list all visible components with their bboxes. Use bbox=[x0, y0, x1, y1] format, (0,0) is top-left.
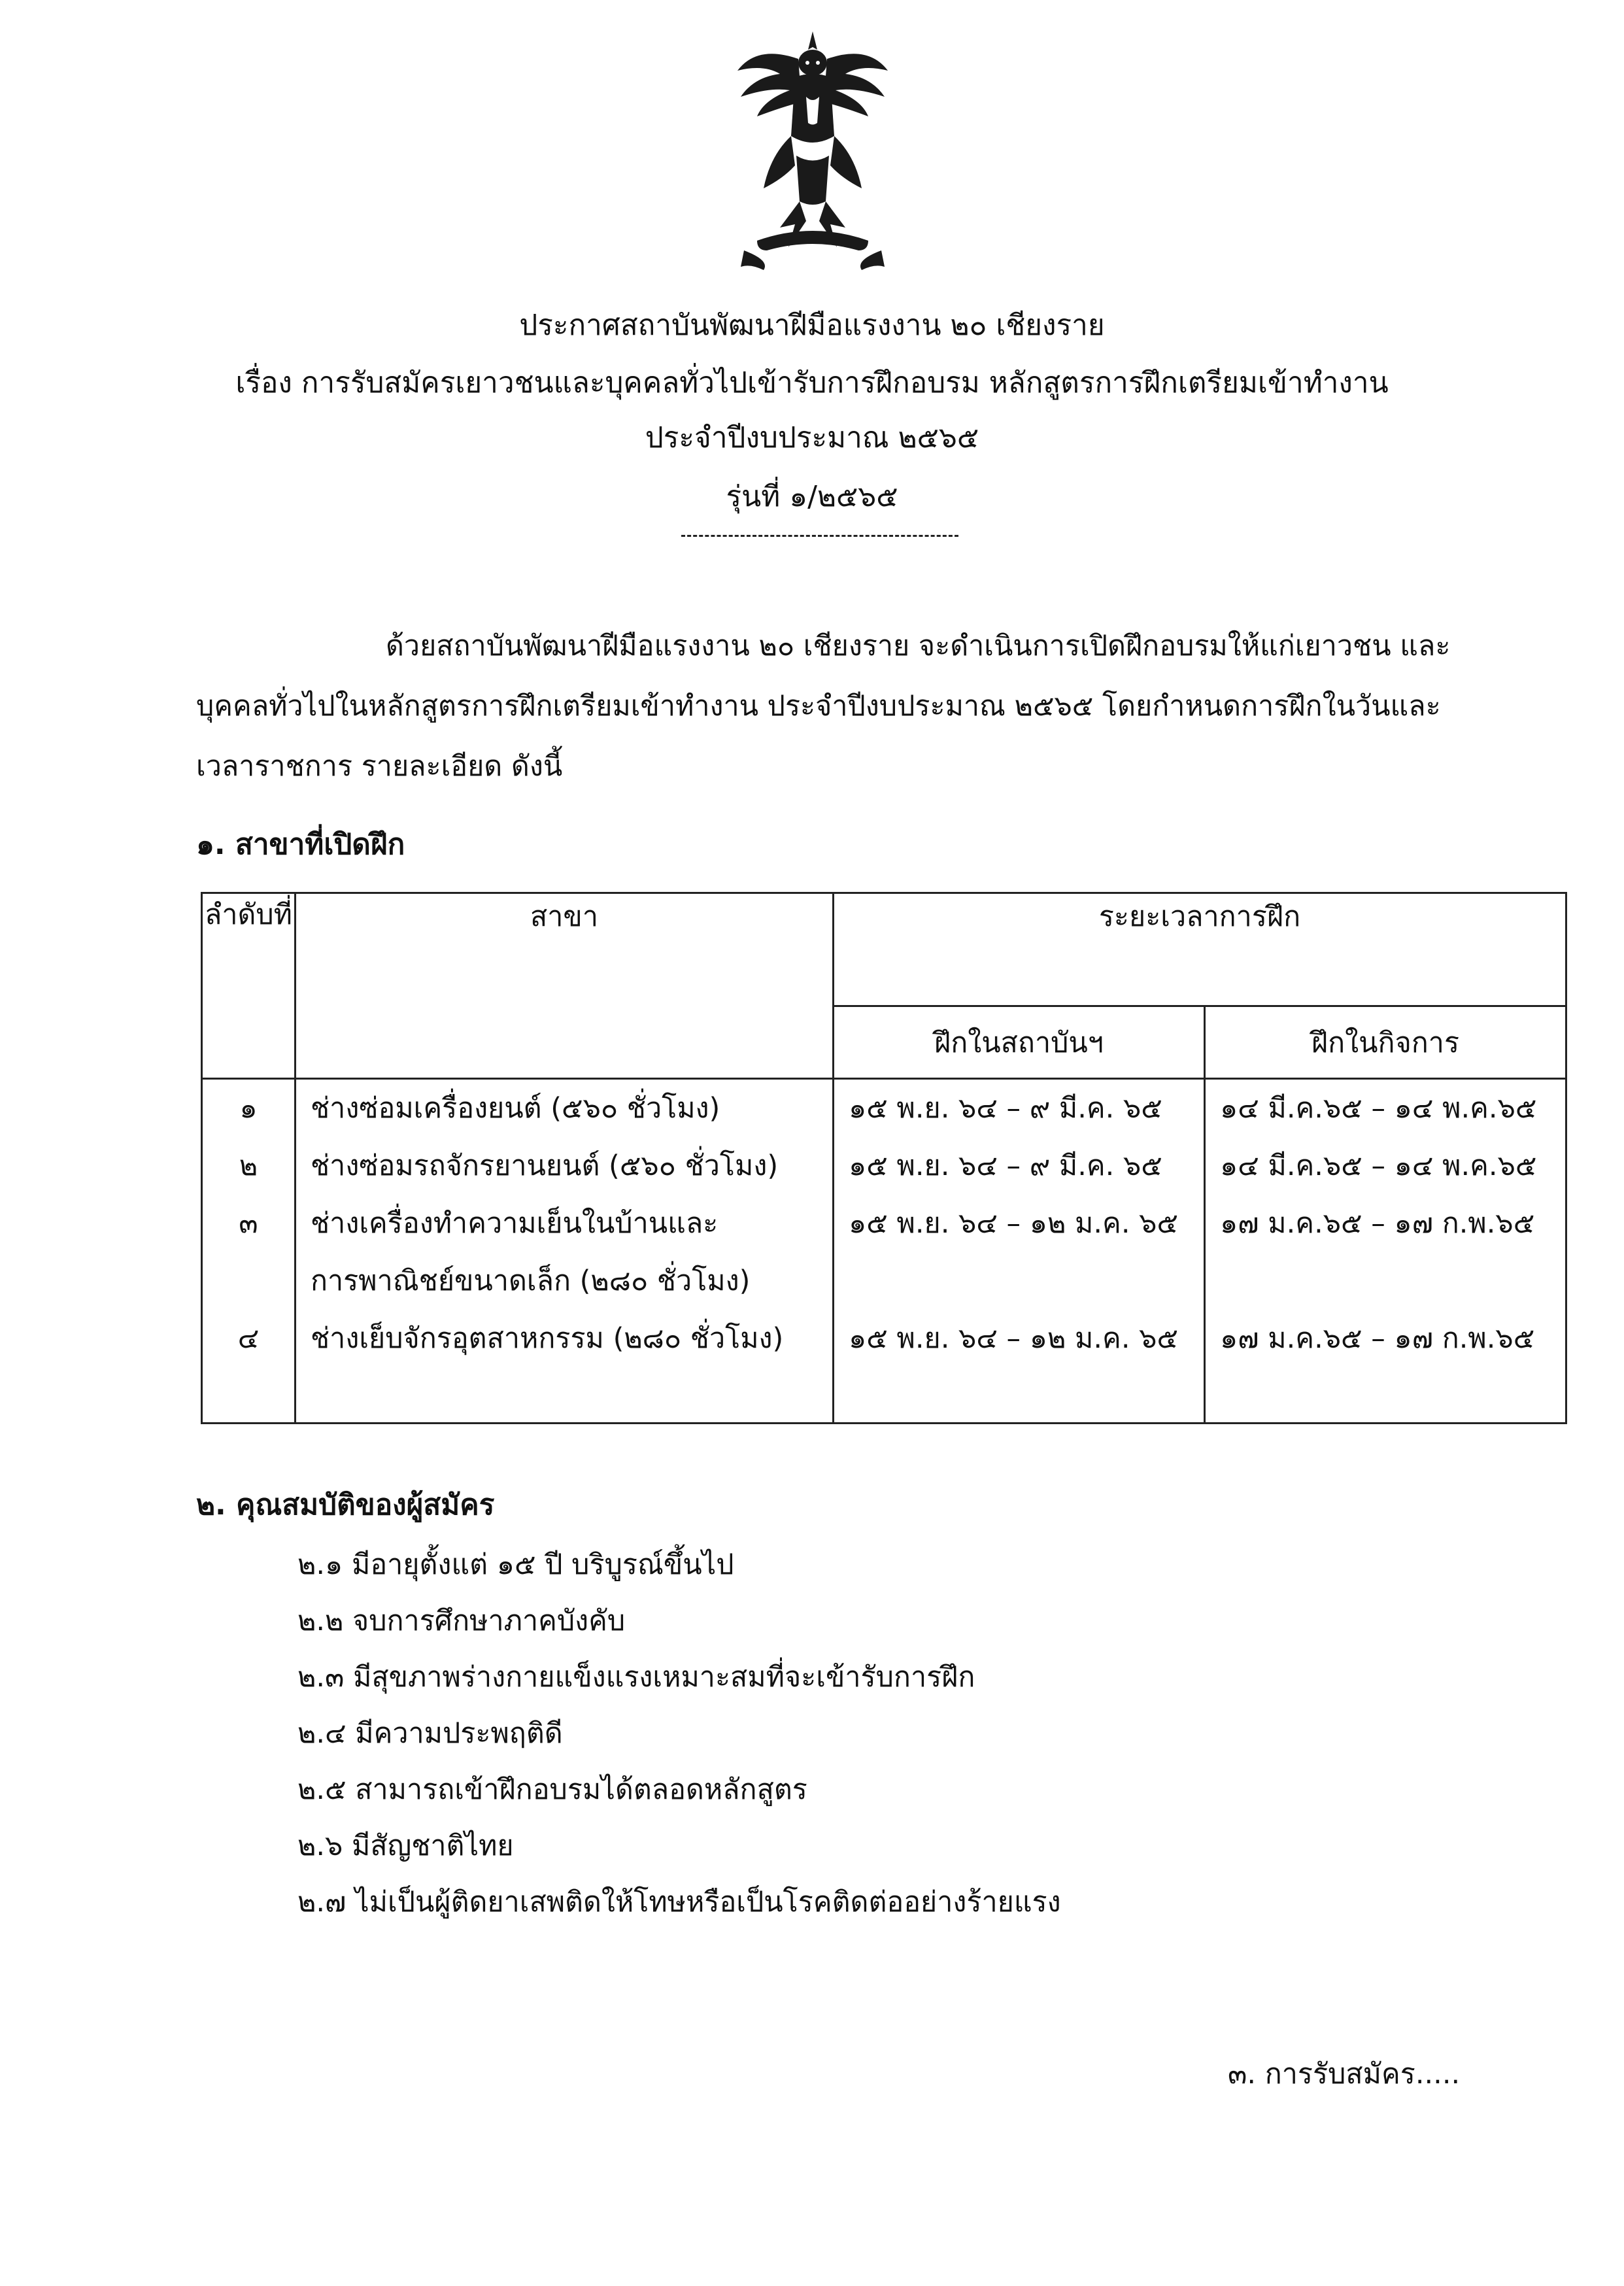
row-number: ๑ bbox=[239, 1092, 258, 1125]
col-header-duration: ระยะเวลาการฝึก bbox=[834, 893, 1566, 1006]
no-column bbox=[202, 1079, 296, 1424]
in-business-column bbox=[1205, 1079, 1566, 1424]
row-spacer bbox=[834, 1252, 1204, 1310]
in-institute-period: ๑๕ พ.ย. ๖๔ – ๙ มี.ค. ๖๕ bbox=[849, 1150, 1162, 1182]
section-1-heading: ๑. สาขาที่เปิดฝึก bbox=[196, 828, 405, 861]
row-number: ๒ bbox=[239, 1150, 258, 1182]
qualification-item: ๒.๕ สามารถเข้าฝึกอบรมได้ตลอดหลักสูตร bbox=[297, 1773, 807, 1806]
section-2-heading: ๒. คุณสมบัติของผู้สมัคร bbox=[196, 1488, 495, 1522]
intro-paragraph bbox=[196, 616, 1458, 796]
in-business-period: ๑๔ มี.ค.๖๕ – ๑๔ พ.ค.๖๕ bbox=[1220, 1150, 1537, 1182]
col-header-no: ลำดับที่ bbox=[202, 893, 296, 1079]
qualification-item: ๒.๑ มีอายุตั้งแต่ ๑๕ ปี บริบูรณ์ขึ้นไป bbox=[297, 1548, 734, 1581]
qualifications-list bbox=[297, 1537, 1061, 1930]
branch-name: ช่างเครื่องทำความเย็นในบ้านและ bbox=[311, 1207, 719, 1240]
announcement-fiscal-year: ประจำปีงบประมาณ ๒๕๖๕ bbox=[645, 421, 979, 454]
in-institute-column bbox=[834, 1079, 1205, 1424]
in-business-period: ๑๗ ม.ค.๖๕ – ๑๗ ก.พ.๖๕ bbox=[1220, 1207, 1535, 1240]
in-business-period: ๑๔ มี.ค.๖๕ – ๑๔ พ.ค.๖๕ bbox=[1220, 1092, 1537, 1125]
qualification-item: ๒.๗ ไม่เป็นผู้ติดยาเสพติดให้โทษหรือเป็นโรคติดต่ออย่างร้ายแรง bbox=[297, 1886, 1061, 1919]
row-number: ๔ bbox=[237, 1322, 260, 1355]
qualification-item: ๒.๖ มีสัญชาติไทย bbox=[297, 1830, 514, 1862]
in-business-period: ๑๗ ม.ค.๖๕ – ๑๗ ก.พ.๖๕ bbox=[1220, 1322, 1535, 1355]
row-spacer bbox=[1206, 1252, 1565, 1310]
in-institute-period: ๑๕ พ.ย. ๖๔ – ๑๒ ม.ค. ๖๕ bbox=[849, 1207, 1178, 1240]
announcement-batch: รุ่นที่ ๑/๒๕๖๕ bbox=[726, 480, 898, 513]
col-header-in-business: ฝึกในกิจการ bbox=[1205, 1006, 1566, 1079]
row-number: ๓ bbox=[239, 1207, 258, 1240]
qualification-item: ๒.๒ จบการศึกษาภาคบังคับ bbox=[297, 1605, 626, 1637]
branch-column bbox=[296, 1079, 834, 1424]
garuda-emblem-icon bbox=[718, 25, 907, 273]
announcement-subject: เรื่อง การรับสมัครเยาวชนและบุคคลทั่วไปเข้ารับการฝึกอบรม หลักสูตรการฝึกเตรียมเข้าทำงาน bbox=[235, 366, 1389, 400]
qualification-item: ๒.๓ มีสุขภาพร่างกายแข็งแรงเหมาะสมที่จะเข้ารับการฝึก bbox=[297, 1661, 975, 1694]
branch-name: ช่างเย็บจักรอุตสาหกรรม (๒๘๐ ชั่วโมง) bbox=[311, 1322, 784, 1355]
in-institute-period: ๑๕ พ.ย. ๖๔ – ๙ มี.ค. ๖๕ bbox=[849, 1092, 1162, 1125]
in-institute-period: ๑๕ พ.ย. ๖๔ – ๑๒ ม.ค. ๖๕ bbox=[849, 1322, 1178, 1355]
announcement-title: ประกาศสถาบันพัฒนาฝีมือแรงงาน ๒๐ เชียงราย bbox=[519, 309, 1105, 342]
branch-name: ช่างซ่อมเครื่องยนต์ (๕๖๐ ชั่วโมง) bbox=[311, 1092, 720, 1125]
training-branches-table bbox=[201, 892, 1567, 1424]
branch-name-continued: การพาณิชย์ขนาดเล็ก (๒๘๐ ชั่วโมง) bbox=[311, 1265, 751, 1297]
table-body-row bbox=[202, 1079, 1566, 1424]
title-divider bbox=[681, 535, 958, 537]
col-header-branch: สาขา bbox=[296, 893, 834, 1079]
intro-text: ด้วยสถาบันพัฒนาฝีมือแรงงาน ๒๐ เชียงราย จะดำเนินการเปิดฝึกอบรมให้แก่เยาวชน และบุคคลทั่วไปในหลักสูตรการฝึกเตรียมเข้าทำงาน ประจำปีงบประมาณ ๒๕๖๕ โดยกำหนดการฝึกในวันและเวลาราชการ รายละเอียด ดังนี้ bbox=[196, 630, 1451, 783]
branch-name: ช่างซ่อมรถจักรยานยนต์ (๕๖๐ ชั่วโมง) bbox=[311, 1150, 779, 1182]
continuation-note: ๓. การรับสมัคร..... bbox=[1228, 2058, 1461, 2090]
qualification-item: ๒.๔ มีความประพฤติดี bbox=[297, 1717, 563, 1750]
col-header-in-institute: ฝึกในสถาบันฯ bbox=[834, 1006, 1205, 1079]
row-spacer bbox=[203, 1252, 294, 1310]
